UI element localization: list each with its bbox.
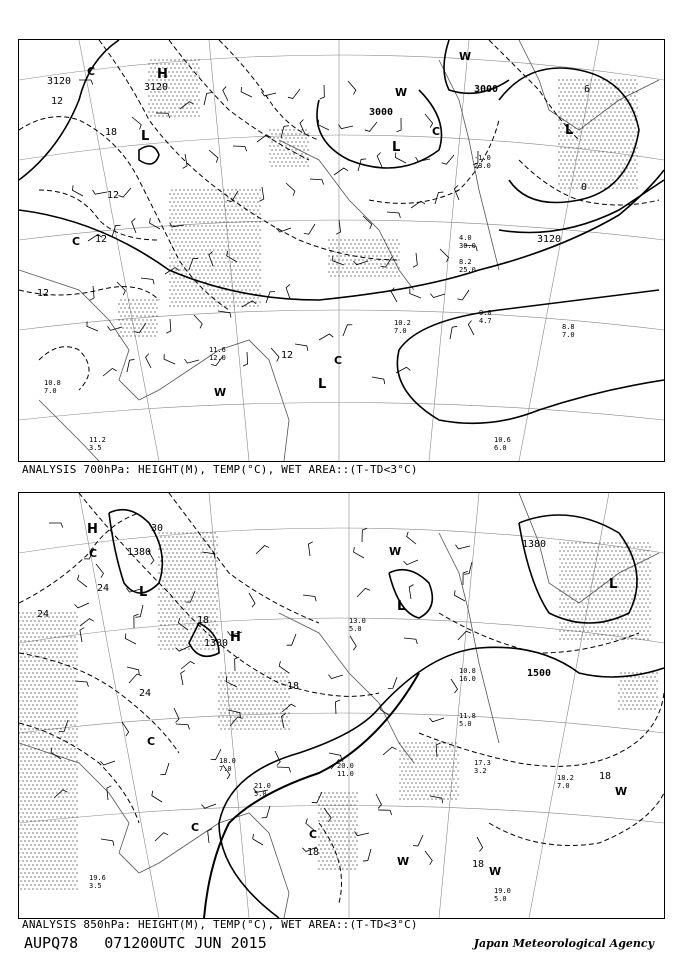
station-value: 3.2 bbox=[474, 767, 487, 775]
station-value: 12.0 bbox=[209, 354, 226, 362]
cold-center-label: C bbox=[309, 828, 318, 841]
contour-label: 1380 bbox=[127, 547, 152, 558]
station-value: 21.0 bbox=[254, 782, 271, 790]
warm-center-label: W bbox=[395, 86, 408, 99]
contour-label: 18 bbox=[472, 859, 485, 870]
bulletin-datetime: 071200UTC JUN 2015 bbox=[104, 934, 267, 952]
warm-center-label: W bbox=[489, 865, 502, 878]
station-value: 7.0 bbox=[562, 331, 575, 339]
low-pressure-label: L bbox=[565, 123, 574, 138]
low-pressure-label: L bbox=[392, 140, 401, 155]
contour-label: 18 bbox=[307, 847, 320, 858]
map-panel-850hpa bbox=[18, 492, 665, 919]
contour-label: 3000 bbox=[474, 84, 499, 95]
contour-label: 24 bbox=[37, 609, 50, 620]
contour-label: 3120 bbox=[47, 76, 72, 87]
warm-center-label: W bbox=[389, 545, 402, 558]
low-pressure-label: L bbox=[139, 585, 148, 600]
bulletin-header bbox=[24, 934, 293, 952]
station-value: 25.0 bbox=[459, 266, 476, 274]
cold-center-label: C bbox=[432, 125, 441, 138]
agency-credit: Japan Meteorological Agency bbox=[473, 937, 654, 950]
station-value: -1.0 bbox=[474, 154, 491, 162]
wind-barbs bbox=[72, 80, 478, 384]
contour-label: 24 bbox=[139, 688, 152, 699]
station-value: 5.0 bbox=[494, 895, 507, 903]
station-value: 3.5 bbox=[89, 882, 102, 890]
wet-area bbox=[118, 59, 637, 336]
panel-caption-850hpa: ANALYSIS 850hPa: HEIGHT(M), TEMP(°C), WET AREA::(T-TD<3°C) bbox=[22, 918, 418, 931]
map-panel-700hpa bbox=[18, 39, 665, 462]
warm-center-label: W bbox=[214, 386, 227, 399]
station-value: 10.6 bbox=[494, 436, 511, 444]
wet-area bbox=[19, 532, 658, 889]
high-pressure-label: H bbox=[87, 522, 98, 537]
station-value: 30.0 bbox=[459, 242, 476, 250]
station-value: 11.0 bbox=[337, 770, 354, 778]
contour-label: 0 bbox=[581, 182, 588, 193]
cold-center-label: C bbox=[87, 65, 96, 78]
station-value: 7.0 bbox=[219, 765, 232, 773]
panel-caption-700hpa: ANALYSIS 700hPa: HEIGHT(M), TEMP(°C), WET AREA::(T-TD<3°C) bbox=[22, 463, 418, 476]
station-value: 5.0 bbox=[349, 625, 362, 633]
station-value: 11.6 bbox=[209, 346, 226, 354]
cold-center-label: C bbox=[147, 735, 156, 748]
bulletin-id: AUPQ78 bbox=[24, 934, 79, 952]
station-value: 18.2 bbox=[557, 774, 574, 782]
station-value: 9.0 bbox=[479, 309, 492, 317]
station-value: 19.0 bbox=[494, 887, 511, 895]
station-plots bbox=[89, 617, 574, 903]
weather-map-700hpa bbox=[19, 40, 664, 461]
low-pressure-label: L bbox=[609, 577, 618, 592]
graticule bbox=[19, 40, 664, 461]
warm-center-label: W bbox=[459, 50, 472, 63]
cold-center-label: C bbox=[191, 821, 200, 834]
station-value: 17.3 bbox=[474, 759, 491, 767]
station-value: 3.5 bbox=[89, 444, 102, 452]
cold-center-label: C bbox=[334, 354, 343, 367]
weather-map-850hpa bbox=[19, 493, 664, 918]
station-value: 4.0 bbox=[459, 234, 472, 242]
contour-label: 12 bbox=[95, 234, 108, 245]
high-pressure-label: H bbox=[157, 67, 168, 82]
station-value: 11.2 bbox=[89, 436, 106, 444]
station-value: 16.0 bbox=[459, 675, 476, 683]
contour-label: 30 bbox=[151, 523, 164, 534]
contour-label: 12 bbox=[51, 96, 64, 107]
low-pressure-label: L bbox=[318, 377, 327, 392]
contour-label: 12 bbox=[107, 190, 120, 201]
coastline bbox=[19, 493, 659, 918]
contour-label: 18 bbox=[105, 127, 118, 138]
station-value: 10.8 bbox=[459, 667, 476, 675]
warm-center-label: W bbox=[397, 855, 410, 868]
low-pressure-label: L bbox=[397, 599, 406, 614]
contour-label: 18 bbox=[287, 681, 300, 692]
warm-center-label: W bbox=[615, 785, 628, 798]
graticule bbox=[19, 493, 664, 918]
contour-label: 1380 bbox=[204, 638, 229, 649]
cold-center-label: C bbox=[89, 547, 98, 560]
station-value: 5.0 bbox=[459, 720, 472, 728]
front-line bbox=[204, 673, 419, 918]
station-value: 7.0 bbox=[557, 782, 570, 790]
contour-label: 1500 bbox=[527, 668, 552, 679]
station-value: 23.0 bbox=[474, 162, 491, 170]
station-value: 5.0 bbox=[254, 790, 267, 798]
station-plots bbox=[44, 154, 575, 452]
station-value: 6.0 bbox=[494, 444, 507, 452]
contour-label: 3120 bbox=[144, 82, 169, 93]
contour-label: 12 bbox=[37, 288, 50, 299]
station-value: 8.2 bbox=[459, 258, 472, 266]
station-value: 20.0 bbox=[337, 762, 354, 770]
high-pressure-label: H bbox=[230, 630, 241, 645]
station-value: 11.8 bbox=[459, 712, 476, 720]
contour-labels bbox=[37, 76, 590, 361]
station-value: 13.0 bbox=[349, 617, 366, 625]
station-value: 4.7 bbox=[479, 317, 492, 325]
contour-label: 24 bbox=[97, 583, 110, 594]
contour-label: 3120 bbox=[537, 234, 562, 245]
station-value: 7.0 bbox=[394, 327, 407, 335]
contour-label: 12 bbox=[281, 350, 294, 361]
station-value: 10.8 bbox=[44, 379, 61, 387]
contour-label: 18 bbox=[599, 771, 612, 782]
station-value: 19.6 bbox=[89, 874, 106, 882]
station-value: 18.0 bbox=[219, 757, 236, 765]
contour-label: 18 bbox=[197, 615, 210, 626]
contour-label: 1380 bbox=[522, 539, 547, 550]
contour-label: 3000 bbox=[369, 107, 394, 118]
contour-label: 6 bbox=[584, 84, 591, 95]
station-value: 10.2 bbox=[394, 319, 411, 327]
station-value: 7.0 bbox=[44, 387, 57, 395]
cold-center-label: C bbox=[72, 235, 81, 248]
station-value: 8.8 bbox=[562, 323, 575, 331]
low-pressure-label: L bbox=[141, 129, 150, 144]
